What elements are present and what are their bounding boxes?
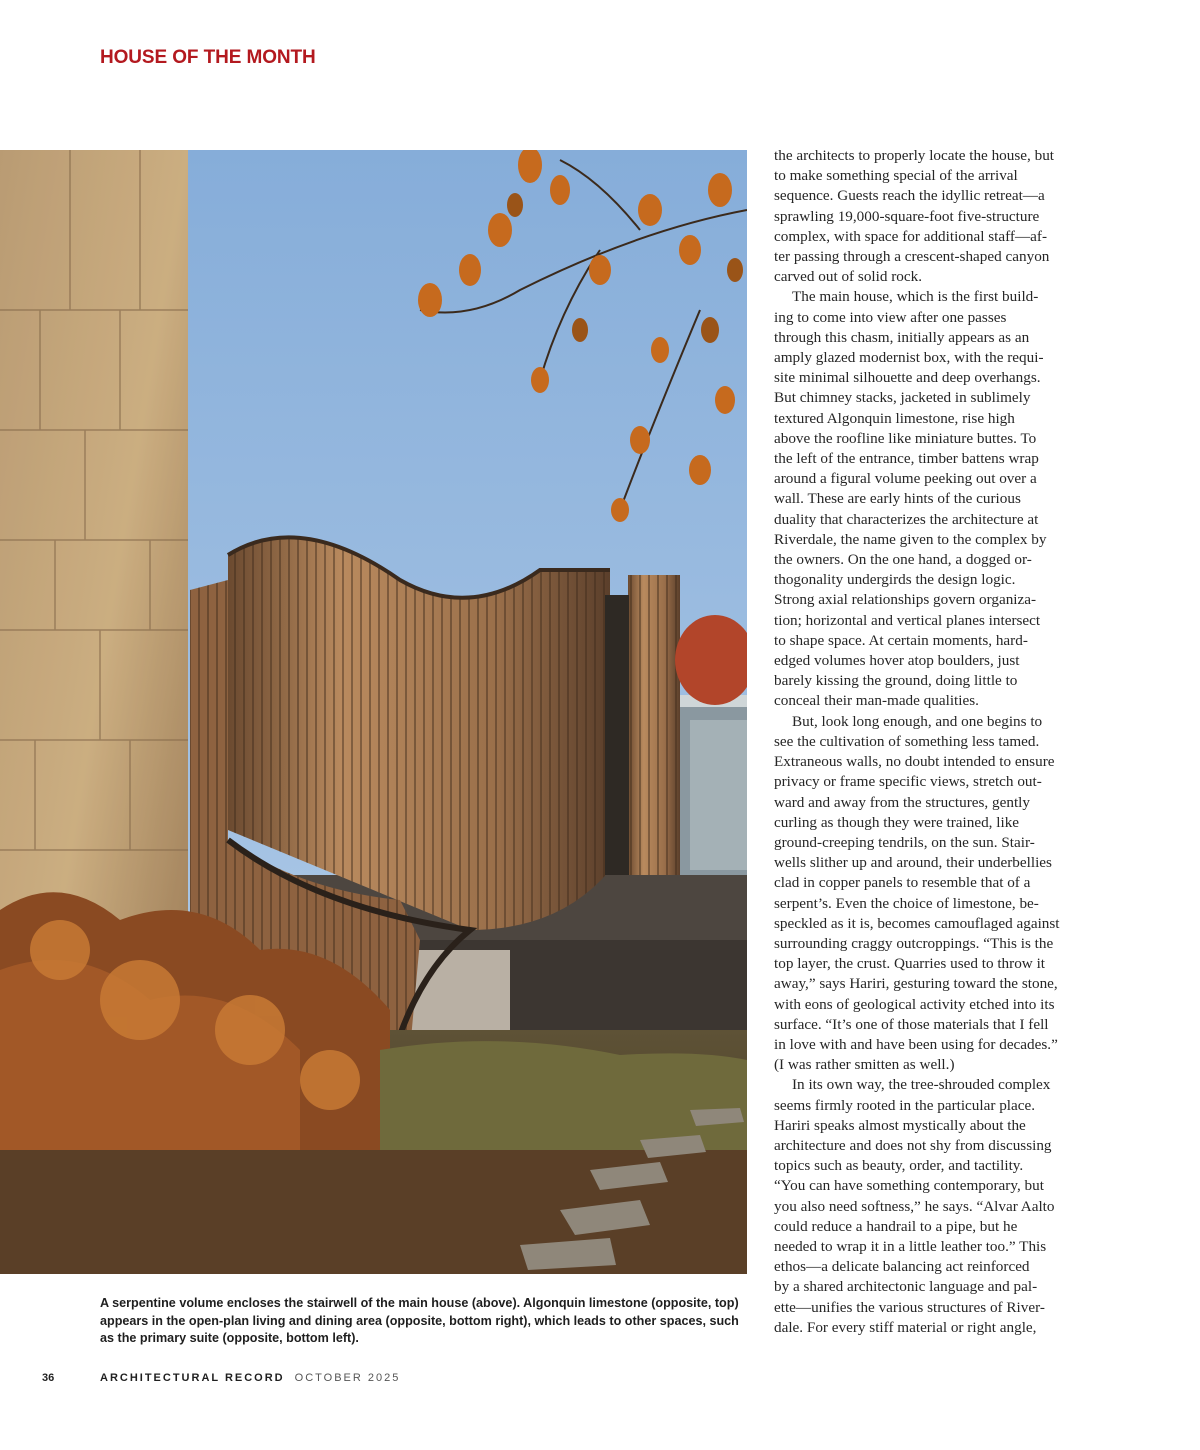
body-line: Strong axial relationships govern organiza-	[774, 591, 1037, 609]
body-line: ette—unifies the various structures of River-	[774, 1298, 1045, 1316]
body-line: amply glazed modernist box, with the requi-	[774, 349, 1044, 367]
body-line: carved out of solid rock.	[774, 268, 923, 286]
body-line: the left of the entrance, timber battens wrap	[774, 450, 1039, 468]
photo-caption: A serpentine volume encloses the stairwell of the main house (above). Algonquin limestone (opposite, top) appears in the open-plan living and dining area (opposite, bottom right), which leads to other spaces, such as the primary suite (opposite, bottom left).	[100, 1296, 739, 1345]
body-line: Riverdale, the name given to the complex by	[774, 530, 1047, 548]
article-body	[774, 146, 1092, 1338]
body-line: see the cultivation of something less tamed.	[774, 732, 1040, 750]
body-line: barely kissing the ground, doing little to	[774, 672, 1018, 690]
body-line: surrounding craggy outcroppings. “This is the	[774, 934, 1054, 952]
body-line: But, look long enough, and one begins to	[792, 712, 1043, 730]
page-number: 36	[42, 1372, 55, 1384]
body-line: with eons of geological activity etched into its	[774, 995, 1055, 1013]
body-line: the architects to properly locate the house, but	[774, 147, 1055, 164]
body-line: In its own way, the tree-shrouded complex	[792, 1076, 1051, 1094]
body-line: privacy or frame specific views, stretch out-	[774, 773, 1042, 791]
body-line: clad in copper panels to resemble that of a	[774, 874, 1031, 892]
body-line: The main house, which is the first build-	[792, 288, 1039, 306]
body-line: topics such as beauty, order, and tactility.	[774, 1157, 1024, 1175]
body-line: Extraneous walls, no doubt intended to ensure	[774, 753, 1055, 771]
body-line: the owners. On the one hand, a dogged or-	[774, 551, 1032, 569]
magazine-name: ARCHITECTURAL RECORD	[100, 1372, 285, 1384]
body-line: serpent’s. Even the choice of limestone, be-	[774, 894, 1039, 912]
body-line: duality that characterizes the architecture at	[774, 510, 1039, 528]
page-footer	[42, 1372, 400, 1384]
issue-date: OCTOBER 2025	[294, 1372, 401, 1384]
body-line: you also need softness,” he says. “Alvar Aalto	[774, 1197, 1055, 1215]
body-line: ethos—a delicate balancing act reinforced	[774, 1258, 1030, 1276]
body-line: ward and away from the structures, gently	[774, 793, 1030, 811]
body-line: above the roofline like miniature buttes. To	[774, 429, 1037, 447]
body-line: to shape space. At certain moments, hard-	[774, 631, 1028, 649]
body-line: ground-creeping tendrils, on the sun. Stair-	[774, 833, 1035, 851]
body-line: ter passing through a crescent-shaped canyon	[774, 248, 1050, 266]
body-line: textured Algonquin limestone, rise high	[774, 409, 1015, 427]
body-line: by a shared architectonic language and pal-	[774, 1278, 1038, 1296]
body-line: sprawling 19,000-square-foot five-structure	[774, 207, 1040, 225]
body-line: through this chasm, initially appears as an	[774, 328, 1030, 346]
section-heading: HOUSE OF THE MONTH	[100, 47, 316, 68]
body-line: Hariri speaks almost mystically about the	[774, 1116, 1026, 1134]
body-line: sequence. Guests reach the idyllic retreat—a	[774, 187, 1045, 205]
body-line: seems firmly rooted in the particular place.	[774, 1096, 1036, 1114]
body-line: to make something special of the arrival	[774, 167, 1018, 185]
body-line: “You can have something contemporary, but	[774, 1177, 1044, 1195]
body-line: speckled as it is, becomes camouflaged against	[774, 914, 1060, 932]
body-line: in love with and have been using for decades.”	[774, 1035, 1058, 1053]
body-line: around a figural volume peeking out over a	[774, 470, 1037, 488]
body-line: site minimal silhouette and deep overhangs.	[774, 369, 1041, 387]
body-line: top layer, the crust. Quarries used to throw it	[774, 955, 1046, 973]
body-line: thogonality undergirds the design logic.	[774, 571, 1016, 589]
body-line: complex, with space for additional staff—af-	[774, 227, 1048, 245]
body-line: architecture and does not shy from discussing	[774, 1136, 1052, 1154]
body-line: away,” says Hariri, gesturing toward the stone,	[774, 975, 1058, 993]
body-line: conceal their man-made qualities.	[774, 692, 979, 710]
body-line: dale. For every stiff material or right angle,	[774, 1318, 1037, 1336]
body-line: ing to come into view after one passes	[774, 308, 1007, 326]
body-line: wells slither up and around, their underbellies	[774, 854, 1052, 872]
body-line: wall. These are early hints of the curious	[774, 490, 1021, 508]
body-line: tion; horizontal and vertical planes intersect	[774, 611, 1041, 629]
body-line: needed to wrap it in a little leather too.” This	[774, 1237, 1047, 1255]
house-photo	[0, 150, 747, 1274]
body-line: curling as though they were trained, like	[774, 813, 1020, 831]
body-line: (I was rather smitten as well.)	[774, 1056, 955, 1074]
body-line: edged volumes hover atop boulders, just	[774, 652, 1020, 670]
body-line: But chimney stacks, jacketed in sublimely	[774, 389, 1031, 407]
body-line: surface. “It’s one of those materials that I fell	[774, 1015, 1049, 1033]
body-line: could reduce a handrail to a pipe, but he	[774, 1217, 1018, 1235]
